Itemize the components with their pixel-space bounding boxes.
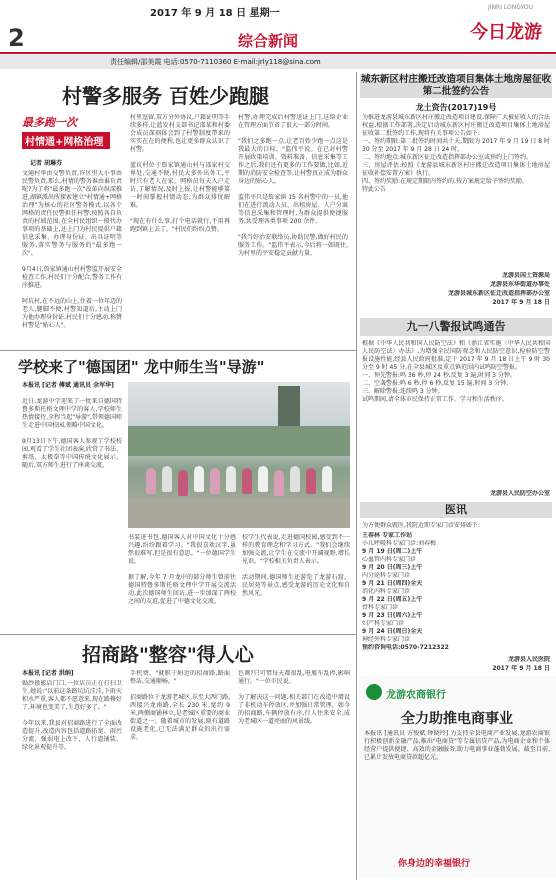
photo-person [258,466,268,492]
article2-col3: 校学生代表说,走进德国校园,感受到不一样的教育理念和学习方式。"我们会继续加强交流,让学生在交流中开阔视野,增长见识。"学校相关负责人表示。 活动期间,德国师生还游览了龙游石窟、民居苑等景点,感受龙游的历史文化和自然风光。 [242,534,350,597]
doctors-list [362,532,550,652]
doctors-sign: 龙游县人民医院 [507,656,550,663]
article1-col1: 文通村华由交警负责,许区里大小事由民警负责,那么,村情的警务谁由谁负责呢?为了将"最多跑一次"改革向纵深推进,湖镇派出所探索建立"村情通+网格治理"为核心的社区警务模式,以各个网格的责任民警担任村警,按照各自负责的村域范围,在全村民组织一般代办事项的基础上,还上门为村民提供户籍信息采集、办理身份证、出具证明等服务,落实警务与服务的"最多跑一次"。 9月4日,詹家镇通山村村警监开展安全检查工作,村民们十分配合,警务工作有序推进。 阿坑村,在不远的山上,住着一位年迈的老人,腿脚不便,村警知道后,主动上门为他办理身份证,村民们十分感动,称赞村警是"贴心人"。 [22,170,122,329]
bank-ad [358,676,556,878]
bank-logo-icon [366,684,382,700]
article-divider [0,350,356,351]
banner-line1: 最多跑一次 [22,116,77,129]
doctors-intro: 为方便群众就医,我院近期专家门诊安排如下: [362,522,480,529]
section-title: 综合新闻 [238,32,299,50]
article1-headline: 村警多服务 百姓少跑腿 [62,84,269,108]
notice2-sign: 龙游县人民防空办公室 [489,490,550,497]
notice2-body: 根据《中华人民共和国人民防空法》和《浙江省实施〈中华人民共和国人民防空法〉办法》,为增强全民国防观念和人民防空意识,检验防空警报设施性能,经县人民政府批准,定于 2017 年 9 月 18 日上午 9 时 30 分至 9 时 45 分,在全县城区及重点镇范围内试鸣防空警报。 一、预先警报:鸣 36 秒,停 24 秒,反复 3 遍,时间 3 分钟。 二、空袭警报:鸣 6 秒,停 6 秒,反复 15 遍,时间 3 分钟。 三、解除警报:连续鸣 3 分钟。 试鸣期间,请全体市民保持正常工作、学习和生活秩序。 [362,340,550,403]
column-divider [356,72,357,880]
banner-line2: 村情通+网格治理 [22,132,110,149]
article2-headline: 学校来了"德国团" 龙中师生当"导游" [18,358,265,376]
article3-col1: 婚纱摄影店门口,一位店员正在打扫卫生,她说:"以前这条路坑坑洼洼,下雨天积水严重,客人都不愿意来,现在路修好了,环境也变美了,生意好多了。" 今年以来,我县对招商路进行了全面改造提升,改造内容包括道路拓宽、雨污分流、强弱电上改下、人行道铺装、绿化景观提升等。 [22,680,122,751]
article-divider [0,634,356,635]
notice1-docno: 龙土资告(2017)19号 [415,103,497,112]
editor-bar [0,55,556,69]
ad-headline: 全力助推电商事业 [401,711,513,727]
notice2-title: 九一八警报试鸣通告 [360,318,552,336]
photo-person [194,466,204,492]
doctor-line: 心血管内科专家门诊 [362,556,417,563]
photo-person [178,470,188,496]
brand-pinyin: JINRI LONGYOU [488,4,534,11]
bank-name: 龙游农商银行 [386,690,446,701]
article2-byline: 本报讯 [记者 傅斌 通讯员 余军华] [22,382,114,389]
doctor-line: 9 月 24 日(周日)全天 [362,628,423,635]
photo-person [210,468,220,494]
photo-person [290,466,300,492]
doctors-title: 医讯 [360,502,552,518]
doctor-line: 9 月 21 日(周四)全天 [362,580,423,587]
photo-person [274,470,284,496]
doctor-line: 9 月 20 日(周三)上午 [362,564,423,571]
notice1-sign1: 龙游县国土资源局 [501,272,550,279]
photo-person [146,468,156,494]
article2-col2: 书装进书包,德国客人对中国文化十分感兴趣,纷纷跟着学习。"我很喜欢汉字,虽然很难写,但是很有意思。"一位德国学生说。 据了解,今年 7 月龙中的部分师生曾前往德国特鲁多斯托格文理中学开展交流活动,此次德国师生回访,进一步加深了两校之间的友谊,促进了中德文化交流。 [128,534,236,605]
header-rule [0,52,556,54]
article3-col3: 色调?只可惜每天都很乱,电瓶车乱停,影响通行。"一位市民说。 为了解决这一问题,相关部门在改造中增设了非机动车停放区,并加强日常管理。如今的招商路,车辆停放有序,行人往来安全,成为老城区一道亮丽的风景线。 [238,670,350,725]
brand-logo: 今日龙游 [470,22,542,43]
photo-person [162,466,172,492]
photo-trees [128,426,350,456]
doctor-line: 神经外科专家门诊 [362,636,411,643]
doctors-date: 2017 年 9 月 18 日 [492,665,550,672]
notice1-sign3: 龙游县城东新区征迁改造指挥部办公室 [447,290,550,297]
photo-person [322,466,332,492]
doctor-line: 9 月 19 日(周二)上午 [362,548,423,555]
doctor-line: 9 月 22 日(周五)上午 [362,596,423,603]
photo-person [226,466,236,492]
editor-info: 责任编辑/邵美霞 电话:0570-7110360 E-mail:jrly118@sina.com [110,58,321,66]
ad-slogan: 你身边的幸福银行 [398,859,471,869]
article1-col3: 村警,办理完成后村警送证上门,这给企业在管理方面节省了很大一部分时间。 "我们之多跑一点,让老百姓少跑一点这是我最大的目标。"监伟平说。在已对村警开展政策培训、资料准备、信息采集等工作之后,我们还有更多的工作要做,比如,近期的消防安全检查等,让村警真正成为群众身边的贴心人。 监伟平只是詹家镇 15 名村警中的一员,他们在进行流动人员、出租房屋、人户分离等信息采集和管理时,为群众提供便捷服务,共受理各类事项 200 余件。 "我当好治安联络员,协助民警,做好村民的服务工作。"监伟平表示,今后将一如既往,为村里的平安稳定贡献力量。 [238,114,348,257]
issue-date: 2017 年 9 月 18 日 星期一 [150,8,280,19]
notice1-sign2: 龙游县东华街道办事处 [489,281,550,288]
doctor-line: 小儿呼吸科专家门诊:刘春梅 [362,540,437,547]
article1-col2: 村里逗留,双方分外协议,户籍证明等手续多样,让蓝发村支部书记邵某和村委会成员深刻体会到了村警制度带来的实实在在的便利,也让更多群众认识了村警。 蓝坑村位于詹家镇通山村与邵家村交界处,交通不便,村民大多外出务工,平时只有老人在家。网格员每天入户走访,了解情况,及时上报,让村警能够第一时间掌握村情动态,为群众排忧解难。 "现在有什么事,打个电话就行,不用再跑到镇上去了。"村民们纷纷点赞。 [130,114,230,233]
doctor-line: 王春林 专家工作站 [362,532,413,539]
article3-col2: 手机费。"就职于附近的招商路,路面整洁,交通顺畅。" 招商路位于龙游老城区,东至大西门路,西接兴龙南路,全长 230 米,宽约 9 米,两侧商铺林立,是老城区重要的商业街道之一。随着城市的发展,原有道路设施老化,已无法满足群众的出行需求。 [130,670,230,741]
photo-person [306,468,316,494]
photo-sky [128,382,350,426]
doctor-line: 妇产科专家门诊 [362,620,405,627]
article1-banner [22,114,110,154]
notice1-date: 2017 年 9 月 18 日 [492,299,550,306]
article1-byline: 记者 胡琳芬 [30,160,63,167]
doctor-line: 9 月 23 日(周六)上午 [362,612,423,619]
page-number: 2 [8,24,25,52]
notice1-title: 城东新区村庄搬迁改造项目集体土地房屋征收第二批签约公告 [360,74,551,97]
photo-person [242,468,252,494]
doctor-line: 内分泌科专家门诊 [362,572,411,579]
photo-ground [128,498,350,528]
doctor-line: 骨科专家门诊 [362,604,399,611]
article3-byline: 本报讯 [记者 洪纳] [22,670,74,677]
notice1-body: 为推进龙游县城东新区村庄搬迁改造项目建设,保障广大被征收人的合法权益,根据工作部署,决定启动城东新区村庄搬迁改造项目集体土地房屋征收第二批签约工作,现将有关事项公告如下: 一、签约期限:第二批签约时间共十天,期限为 2017 年 9 月 19 日 8 时 30 分至 2017 年 9 月 28 日 24 时。 二、签约地点:城东新区征迁改造指挥部办公室或预约上门签约。 三、房屋评估:按照《龙游县城东新区村庄搬迁改造项目集体土地房屋征收补偿安置方案》执行。 四、签约奖励:在规定期限内签约的,按方案规定给予签约奖励。 特此公告 [362,114,550,193]
article2-photo [128,382,350,528]
article3-headline: 招商路"整容"得人心 [82,644,254,666]
ad-body: 本报讯 [通讯员 方俊斌 钟晓玲] 为支持全县电商产业发展,龙游农商银行积极创新金融产品,推出"电商贷"等专属信贷产品,为电商企业和个体经营户提供便捷、高效的金融服务,助力电商事业蓬勃发展。截至目前,已累计发放电商贷款超亿元。 [364,730,550,761]
article2-col1: 近日,龙游中学迎来了一批来自德国特鲁多斯托格文理中学的客人,学校师生热情接待,全程当起"导游",带领德国师生走进中国校园,领略中国文化。 9月13日下午,德国客人参观了学校校园,观看了学生社团表演,欣赏了书法、剪纸、太极拳等中国传统文化展示。随后,双方师生进行了座谈交流。 [22,398,122,469]
doctor-line: 消化内科专家门诊 [362,588,411,595]
doctor-line: 预约咨询电话:0570-7212322 [362,644,449,651]
